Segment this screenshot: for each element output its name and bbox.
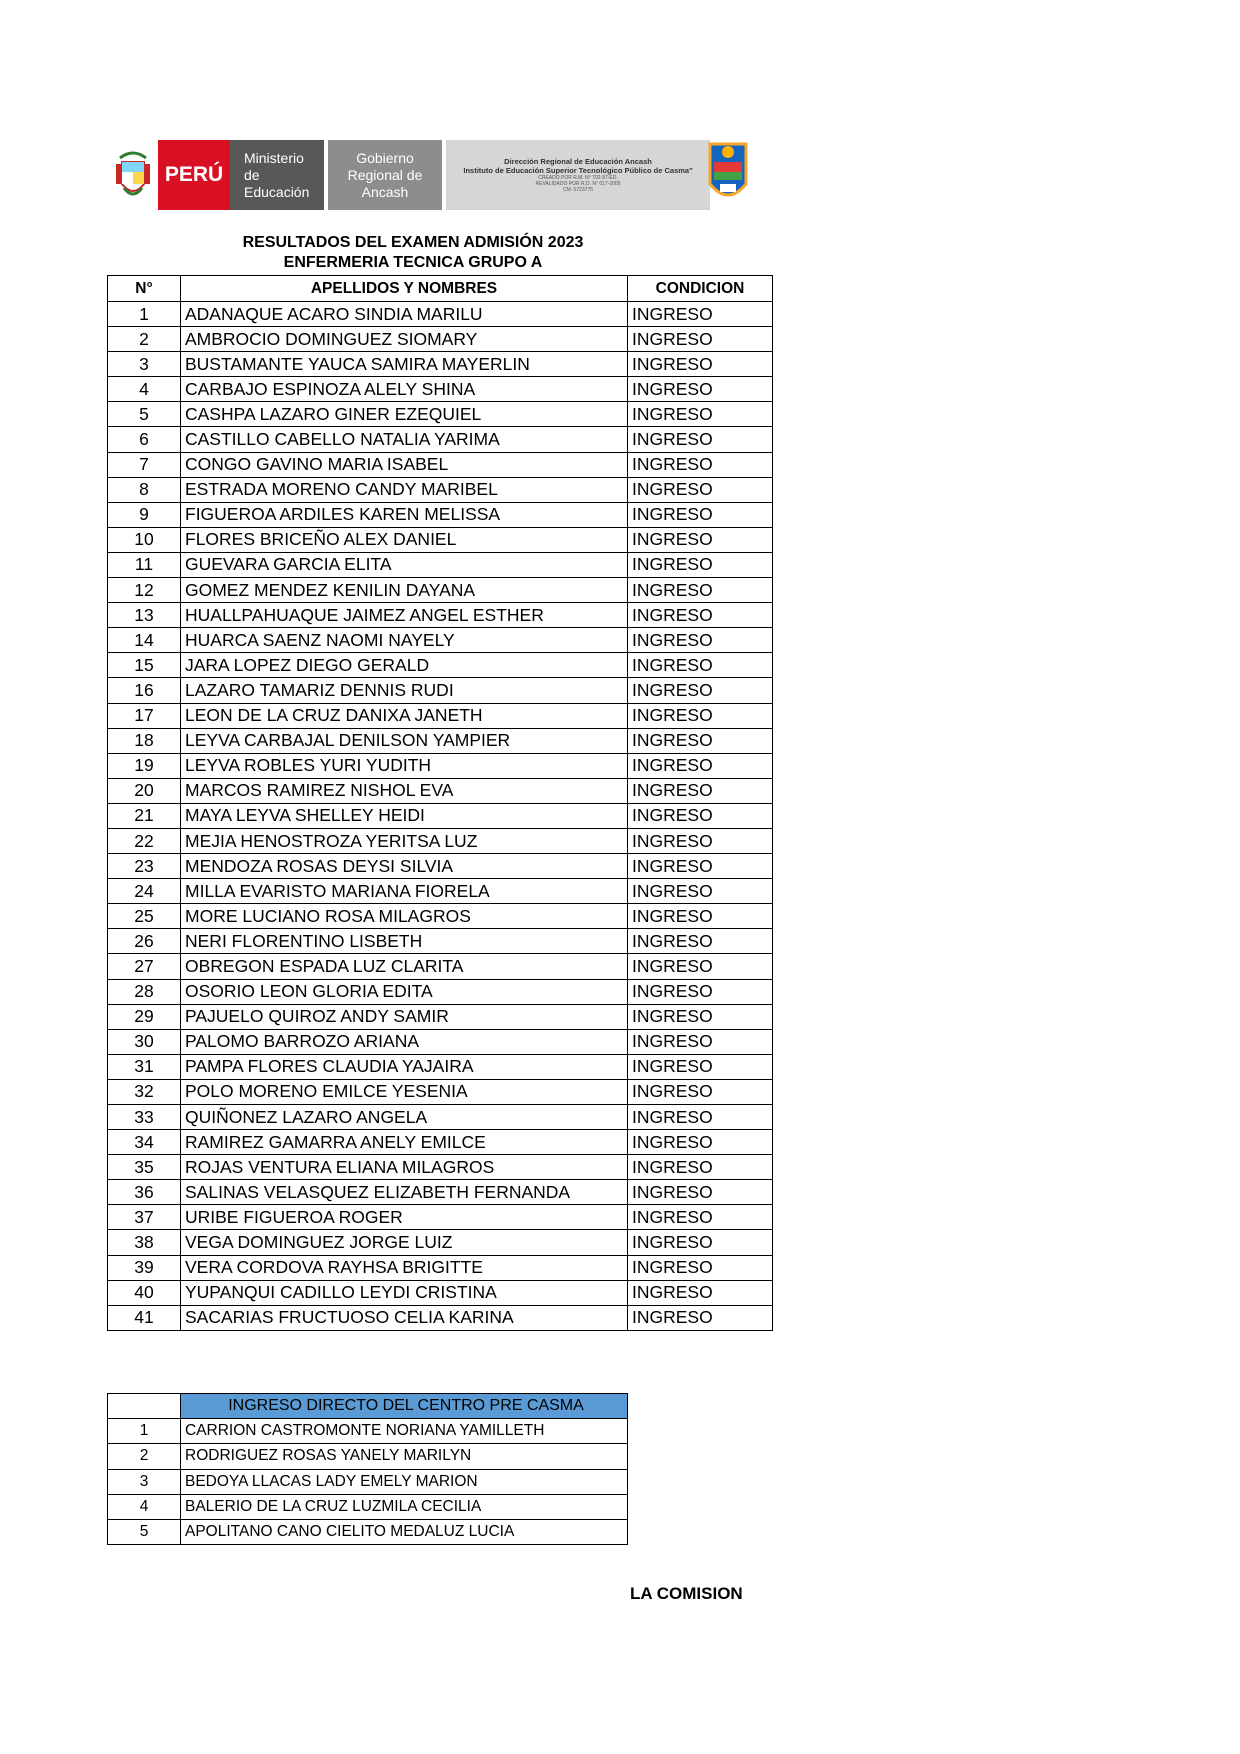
- row-number: 6: [108, 427, 181, 452]
- row-number: 22: [108, 828, 181, 853]
- table-row: [108, 1180, 773, 1205]
- row-number: 16: [108, 678, 181, 703]
- row-number: 33: [108, 1105, 181, 1130]
- table-row: [108, 1079, 773, 1104]
- direct-row-name: RODRIGUEZ ROSAS YANELY MARILYN: [181, 1444, 628, 1469]
- row-condition: INGRESO: [628, 527, 773, 552]
- results-body: [108, 302, 773, 1331]
- row-name: CASHPA LAZARO GINER EZEQUIEL: [181, 402, 628, 427]
- direct-header-row: [108, 1394, 628, 1419]
- direct-row-name: BALERIO DE LA CRUZ LUZMILA CECILIA: [181, 1494, 628, 1519]
- row-name: MENDOZA ROSAS DEYSI SILVIA: [181, 854, 628, 879]
- row-name: PAJUELO QUIROZ ANDY SAMIR: [181, 1004, 628, 1029]
- row-number: 28: [108, 979, 181, 1004]
- ministerio-line2: de Educación: [244, 166, 310, 200]
- table-row: [108, 603, 773, 628]
- row-name: AMBROCIO DOMINGUEZ SIOMARY: [181, 327, 628, 352]
- row-number: 10: [108, 527, 181, 552]
- row-name: MORE LUCIANO ROSA MILAGROS: [181, 904, 628, 929]
- row-condition: INGRESO: [628, 502, 773, 527]
- row-name: OBREGON ESPADA LUZ CLARITA: [181, 954, 628, 979]
- row-condition: INGRESO: [628, 1180, 773, 1205]
- row-number: 40: [108, 1280, 181, 1305]
- row-condition: INGRESO: [628, 854, 773, 879]
- row-name: GOMEZ MENDEZ KENILIN DAYANA: [181, 578, 628, 603]
- row-number: 24: [108, 879, 181, 904]
- table-row: [108, 1255, 773, 1280]
- row-condition: INGRESO: [628, 703, 773, 728]
- row-name: VERA CORDOVA RAYHSA BRIGITTE: [181, 1255, 628, 1280]
- row-condition: INGRESO: [628, 753, 773, 778]
- row-name: RAMIREZ GAMARRA ANELY EMILCE: [181, 1130, 628, 1155]
- results-table: [107, 275, 773, 1331]
- table-row: [108, 904, 773, 929]
- table-row: [108, 377, 773, 402]
- table-row: [108, 929, 773, 954]
- table-row: [108, 1130, 773, 1155]
- gobierno-line2: Ancash: [361, 183, 409, 200]
- row-name: FIGUEROA ARDILES KAREN MELISSA: [181, 502, 628, 527]
- peru-coat-of-arms-icon: [114, 144, 152, 206]
- document-title: RESULTADOS DEL EXAMEN ADMISIÓN 2023: [242, 234, 584, 251]
- row-name: URIBE FIGUEROA ROGER: [181, 1205, 628, 1230]
- table-row: [108, 854, 773, 879]
- row-condition: INGRESO: [628, 1079, 773, 1104]
- row-condition: INGRESO: [628, 327, 773, 352]
- row-number: 36: [108, 1180, 181, 1205]
- table-row: [108, 352, 773, 377]
- direct-row-number: 2: [108, 1444, 181, 1469]
- gobierno-line1: Gobierno Regional de: [347, 149, 423, 183]
- row-condition: INGRESO: [628, 1230, 773, 1255]
- row-number: 9: [108, 502, 181, 527]
- table-row: [108, 452, 773, 477]
- row-name: FLORES BRICEÑO ALEX DANIEL: [181, 527, 628, 552]
- row-number: 21: [108, 803, 181, 828]
- table-row: [108, 703, 773, 728]
- row-condition: INGRESO: [628, 477, 773, 502]
- table-row: [108, 1280, 773, 1305]
- row-condition: INGRESO: [628, 653, 773, 678]
- row-number: 27: [108, 954, 181, 979]
- header-banner: [110, 140, 710, 210]
- direct-body: [108, 1419, 628, 1545]
- row-name: CARBAJO ESPINOZA ALELY SHINA: [181, 377, 628, 402]
- table-row: [108, 879, 773, 904]
- row-number: 1: [108, 302, 181, 327]
- table-row: [108, 1054, 773, 1079]
- direct-row-name: BEDOYA LLACAS LADY EMELY MARION: [181, 1469, 628, 1494]
- row-name: CASTILLO CABELLO NATALIA YARIMA: [181, 427, 628, 452]
- row-condition: INGRESO: [628, 402, 773, 427]
- results-header-row: [108, 276, 773, 302]
- table-row: [108, 1105, 773, 1130]
- row-condition: INGRESO: [628, 678, 773, 703]
- table-row: [108, 979, 773, 1004]
- peru-label: PERÚ: [164, 163, 224, 186]
- signature-label: LA COMISION: [630, 1584, 743, 1603]
- row-number: 37: [108, 1205, 181, 1230]
- direct-row: [108, 1519, 628, 1544]
- row-condition: INGRESO: [628, 377, 773, 402]
- table-row: [108, 653, 773, 678]
- row-name: MARCOS RAMIREZ NISHOL EVA: [181, 778, 628, 803]
- row-condition: INGRESO: [628, 1054, 773, 1079]
- ministerio-line1: Ministerio: [244, 149, 304, 166]
- row-number: 11: [108, 552, 181, 577]
- row-name: PAMPA FLORES CLAUDIA YAJAIRA: [181, 1054, 628, 1079]
- direct-row: [108, 1494, 628, 1519]
- row-condition: INGRESO: [628, 1155, 773, 1180]
- table-row: [108, 1029, 773, 1054]
- direct-row: [108, 1469, 628, 1494]
- direct-admission-table: [107, 1393, 628, 1545]
- row-number: 34: [108, 1130, 181, 1155]
- row-condition: INGRESO: [628, 302, 773, 327]
- direct-row-number: 3: [108, 1469, 181, 1494]
- row-number: 26: [108, 929, 181, 954]
- row-number: 8: [108, 477, 181, 502]
- row-number: 39: [108, 1255, 181, 1280]
- institution-line5: CM. 0723775: [562, 187, 594, 193]
- row-condition: INGRESO: [628, 904, 773, 929]
- direct-row: [108, 1419, 628, 1444]
- row-condition: INGRESO: [628, 879, 773, 904]
- document-subtitle: ENFERMERIA TECNICA GRUPO A: [283, 254, 543, 271]
- row-condition: INGRESO: [628, 1205, 773, 1230]
- row-number: 3: [108, 352, 181, 377]
- table-row: [108, 678, 773, 703]
- institution-line3: CREADO POR R.M. N° 702-87-ED.: [538, 175, 618, 181]
- row-number: 18: [108, 728, 181, 753]
- institution-line4: REVALIDADO POR R.D. N° 017-2005: [535, 181, 621, 187]
- direct-row-name: APOLITANO CANO CIELITO MEDALUZ LUCIA: [181, 1519, 628, 1544]
- table-row: [108, 552, 773, 577]
- row-condition: INGRESO: [628, 954, 773, 979]
- row-name: JARA LOPEZ DIEGO GERALD: [181, 653, 628, 678]
- row-number: 38: [108, 1230, 181, 1255]
- row-condition: INGRESO: [628, 1004, 773, 1029]
- direct-row-name: CARRION CASTROMONTE NORIANA YAMILLETH: [181, 1419, 628, 1444]
- row-condition: INGRESO: [628, 1255, 773, 1280]
- table-row: [108, 1230, 773, 1255]
- row-number: 20: [108, 778, 181, 803]
- row-name: PALOMO BARROZO ARIANA: [181, 1029, 628, 1054]
- direct-header-blank: [108, 1394, 181, 1419]
- row-condition: INGRESO: [628, 1130, 773, 1155]
- row-name: POLO MORENO EMILCE YESENIA: [181, 1079, 628, 1104]
- row-condition: INGRESO: [628, 1105, 773, 1130]
- row-condition: INGRESO: [628, 1280, 773, 1305]
- table-row: [108, 803, 773, 828]
- table-row: [108, 302, 773, 327]
- table-row: [108, 1004, 773, 1029]
- direct-row-number: 5: [108, 1519, 181, 1544]
- row-condition: INGRESO: [628, 603, 773, 628]
- row-number: 12: [108, 578, 181, 603]
- table-row: [108, 1305, 773, 1330]
- row-condition: INGRESO: [628, 778, 773, 803]
- row-number: 14: [108, 628, 181, 653]
- row-name: GUEVARA GARCIA ELITA: [181, 552, 628, 577]
- row-condition: INGRESO: [628, 628, 773, 653]
- row-condition: INGRESO: [628, 828, 773, 853]
- row-condition: INGRESO: [628, 728, 773, 753]
- row-name: LAZARO TAMARIZ DENNIS RUDI: [181, 678, 628, 703]
- row-name: MAYA LEYVA SHELLEY HEIDI: [181, 803, 628, 828]
- gobierno-regional-logo: [328, 140, 442, 210]
- table-row: [108, 728, 773, 753]
- row-condition: INGRESO: [628, 1305, 773, 1330]
- row-name: LEYVA ROBLES YURI YUDITH: [181, 753, 628, 778]
- ministerio-logo: [230, 140, 324, 210]
- peru-logo: [158, 140, 230, 210]
- row-name: HUARCA SAENZ NAOMI NAYELY: [181, 628, 628, 653]
- row-number: 41: [108, 1305, 181, 1330]
- row-number: 35: [108, 1155, 181, 1180]
- table-row: [108, 578, 773, 603]
- row-condition: INGRESO: [628, 979, 773, 1004]
- row-name: MILLA EVARISTO MARIANA FIORELA: [181, 879, 628, 904]
- direct-row-number: 4: [108, 1494, 181, 1519]
- row-condition: INGRESO: [628, 552, 773, 577]
- table-row: [108, 1155, 773, 1180]
- table-row: [108, 1205, 773, 1230]
- header-num: N°: [108, 276, 181, 302]
- row-name: YUPANQUI CADILLO LEYDI CRISTINA: [181, 1280, 628, 1305]
- row-condition: INGRESO: [628, 578, 773, 603]
- row-condition: INGRESO: [628, 352, 773, 377]
- row-name: HUALLPAHUAQUE JAIMEZ ANGEL ESTHER: [181, 603, 628, 628]
- row-number: 31: [108, 1054, 181, 1079]
- table-row: [108, 427, 773, 452]
- table-row: [108, 502, 773, 527]
- row-name: CONGO GAVINO MARIA ISABEL: [181, 452, 628, 477]
- direct-row-number: 1: [108, 1419, 181, 1444]
- row-condition: INGRESO: [628, 803, 773, 828]
- row-number: 15: [108, 653, 181, 678]
- row-condition: INGRESO: [628, 452, 773, 477]
- row-name: QUIÑONEZ LAZARO ANGELA: [181, 1105, 628, 1130]
- institution-box: [446, 140, 710, 210]
- row-name: SACARIAS FRUCTUOSO CELIA KARINA: [181, 1305, 628, 1330]
- row-name: LEYVA CARBAJAL DENILSON YAMPIER: [181, 728, 628, 753]
- table-row: [108, 753, 773, 778]
- row-condition: INGRESO: [628, 427, 773, 452]
- row-number: 7: [108, 452, 181, 477]
- institution-line2: Instituto de Educación Superior Tecnológico Público de Casma": [463, 166, 693, 175]
- direct-row: [108, 1444, 628, 1469]
- row-number: 25: [108, 904, 181, 929]
- row-number: 13: [108, 603, 181, 628]
- row-name: ROJAS VENTURA ELIANA MILAGROS: [181, 1155, 628, 1180]
- row-name: ADANAQUE ACARO SINDIA MARILU: [181, 302, 628, 327]
- table-row: [108, 402, 773, 427]
- row-name: OSORIO LEON GLORIA EDITA: [181, 979, 628, 1004]
- row-number: 5: [108, 402, 181, 427]
- direct-header: INGRESO DIRECTO DEL CENTRO PRE CASMA: [181, 1394, 628, 1419]
- row-condition: INGRESO: [628, 1029, 773, 1054]
- row-number: 23: [108, 854, 181, 879]
- table-row: [108, 778, 773, 803]
- institute-crest-icon: [708, 140, 748, 208]
- row-number: 30: [108, 1029, 181, 1054]
- row-name: LEON DE LA CRUZ DANIXA JANETH: [181, 703, 628, 728]
- table-row: [108, 628, 773, 653]
- table-row: [108, 828, 773, 853]
- row-name: BUSTAMANTE YAUCA SAMIRA MAYERLIN: [181, 352, 628, 377]
- header-condition: CONDICION: [628, 276, 773, 302]
- row-name: NERI FLORENTINO LISBETH: [181, 929, 628, 954]
- row-number: 29: [108, 1004, 181, 1029]
- row-condition: INGRESO: [628, 929, 773, 954]
- row-name: ESTRADA MORENO CANDY MARIBEL: [181, 477, 628, 502]
- row-number: 32: [108, 1079, 181, 1104]
- row-name: MEJIA HENOSTROZA YERITSA LUZ: [181, 828, 628, 853]
- institution-line1: Dirección Regional de Educación Ancash: [504, 157, 652, 166]
- row-number: 4: [108, 377, 181, 402]
- table-row: [108, 954, 773, 979]
- table-row: [108, 477, 773, 502]
- row-number: 19: [108, 753, 181, 778]
- row-number: 2: [108, 327, 181, 352]
- table-row: [108, 527, 773, 552]
- table-row: [108, 327, 773, 352]
- row-name: SALINAS VELASQUEZ ELIZABETH FERNANDA: [181, 1180, 628, 1205]
- row-number: 17: [108, 703, 181, 728]
- header-name: APELLIDOS Y NOMBRES: [181, 276, 628, 302]
- row-name: VEGA DOMINGUEZ JORGE LUIZ: [181, 1230, 628, 1255]
